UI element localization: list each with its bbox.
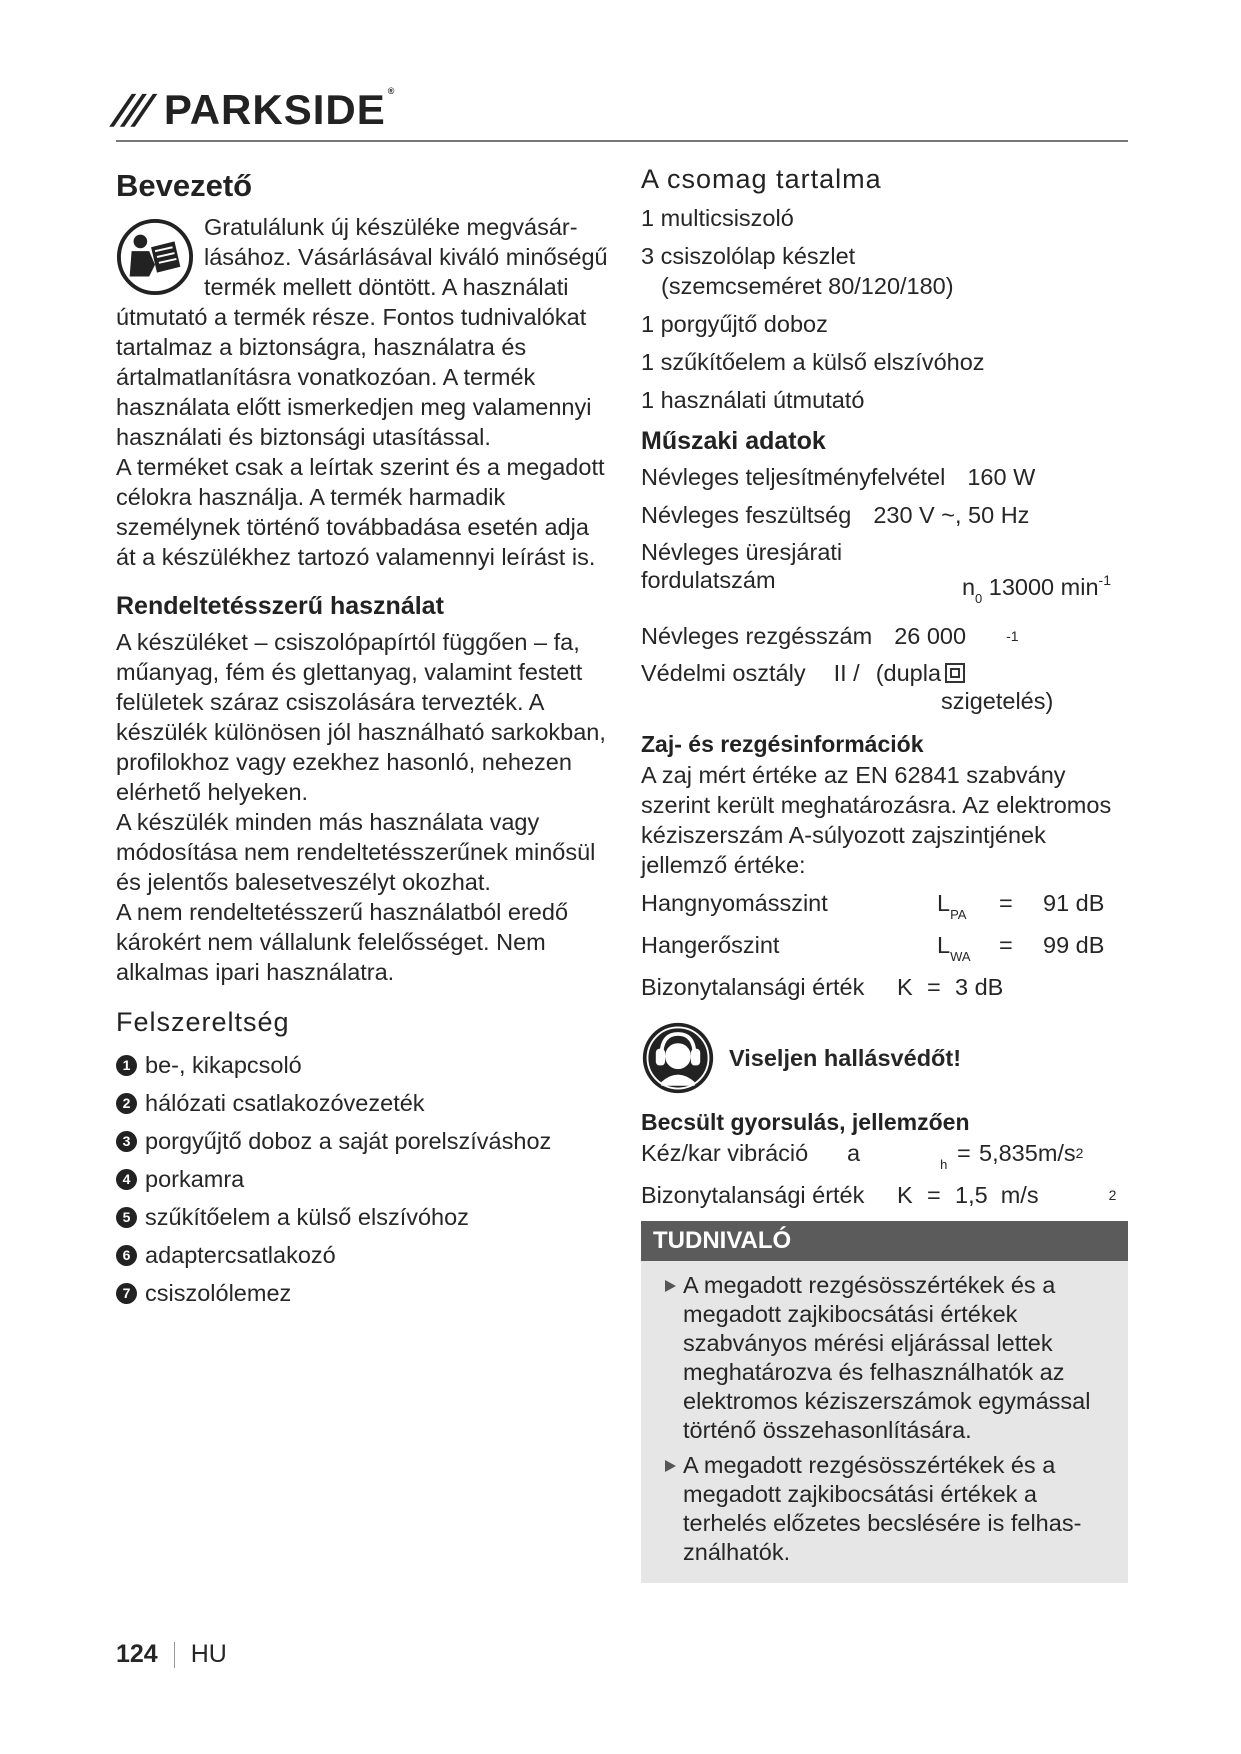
usage-heading: Rendeltetésszerű használat <box>116 592 444 620</box>
list-item: 1 be-, kikapcsoló <box>116 1046 611 1084</box>
page-footer <box>116 1640 227 1669</box>
note-box <box>641 1221 1128 1583</box>
list-item: 2 hálózati csatlakozóvezeték <box>116 1084 611 1122</box>
language-code: HU <box>190 1640 227 1668</box>
intro-heading: Bevezető <box>116 168 253 203</box>
footer-divider <box>174 1642 175 1668</box>
double-insulation-icon <box>945 663 965 683</box>
list-item: 3 csiszolólap készlet (szemcseméret 80/120/180) <box>641 241 1131 301</box>
usage-paragraph-3: A nem rendeltetésszerű használatból eredő károkért nem vállalunk felelősséget. Nem alkalmas ipari használatra. <box>116 899 569 985</box>
intro-paragraph-1: Gratulálunk új készüléke megvásárlásához. Vásárlásával kiváló minőségű termék mellett döntött. A használati útmutató a termék része. Fontos tudnivalókat tartalmaz a biztonságra, használatra és ártalmatlanításra vonatkozóan. A termék használata előtt ismerkedjen meg valamennyi használati és biztonsági utasítással. <box>116 214 608 450</box>
triangle-bullet-icon <box>665 1280 676 1292</box>
spec-vibration: Névleges rezgésszám 26 000 -1 <box>641 623 1019 649</box>
number-badge: 5 <box>116 1207 137 1228</box>
package-list <box>641 203 1131 415</box>
note-title: TUDNIVALÓ <box>641 1221 1128 1261</box>
noise-table <box>641 888 1131 1003</box>
intro-paragraph-2: A terméket csak a leírtak szerint és a megadott célokra használja. A termék harmadik személynek történő továbbadása esetén adja át a készülékhez tartozó valamennyi leírást is. <box>116 454 605 570</box>
intro-section <box>116 212 611 572</box>
spec-power: Névleges teljesítményfelvétel 160 W <box>641 464 1036 490</box>
noise-heading: Zaj- és rezgésinformációk <box>641 731 924 757</box>
registered-mark: ® <box>387 86 396 96</box>
header-rule <box>116 140 1128 142</box>
list-item: 1 szűkítőelem a külső elszívóhoz <box>641 349 985 375</box>
hearing-warning <box>641 1021 1131 1095</box>
accel-row-hand: Kéz/kar vibráció a $_h$ = 5,835 m/s 2 <box>641 1140 1084 1172</box>
brand-logo <box>111 86 396 134</box>
number-badge: 6 <box>116 1245 137 1266</box>
number-badge: 1 <box>116 1055 137 1076</box>
note-item: A megadott rezgésösszértékek és a megadott zajkibocsátási értékek szabványos mérési eljárással lettek meghatározva és felhasználhatók az elektromos kéziszerszámok egymással történő összehasonlítására. <box>683 1271 1116 1445</box>
hearing-protection-icon <box>641 1021 715 1095</box>
left-column <box>116 160 611 1312</box>
list-item: 5 szűkítőelem a külső elszívóhoz <box>116 1198 611 1236</box>
specs-heading: Műszaki adatok <box>641 427 826 455</box>
spec-protection: Védelmi osztály II / (dupla szigetelés) <box>641 660 1054 714</box>
list-item: 6 adaptercsatlakozó <box>116 1236 611 1274</box>
list-item: 4 porkamra <box>116 1160 611 1198</box>
number-badge: 2 <box>116 1093 137 1114</box>
list-item: 3 porgyűjtő doboz a saját porelszíváshoz <box>116 1122 611 1160</box>
package-item-detail: (szemcseméret 80/120/180) <box>661 273 954 299</box>
list-item: 1 porgyűjtő doboz <box>641 311 828 337</box>
accel-heading: Becsült gyorsulás, jellemzően <box>641 1109 970 1135</box>
spec-speed: Névleges üresjárati fordulatszám $n_0$ 13000 $\min^{-1}$ <box>641 539 1111 606</box>
accel-row-uncertainty: Bizonytalansági érték K = 1,5 m/s 2 <box>641 1182 1117 1208</box>
noise-row-power: Hangerőszint $L_{WA}$ = 99 dB <box>641 932 1105 964</box>
number-badge: 4 <box>116 1169 137 1190</box>
equipment-list <box>116 1046 611 1312</box>
list-item: 1 multicsiszoló <box>641 205 794 231</box>
noise-row-pressure: Hangnyomásszint $L_{PA}$ = 91 dB <box>641 890 1105 922</box>
brand-slashes: /// <box>111 87 152 133</box>
noise-paragraph: A zaj mért értéke az EN 62841 szabvány szerint került meghatározásra. Az elektromos kéziszerszám A-súlyozott zajszintjének jellemző értéke: <box>641 762 1112 878</box>
equipment-heading: Felszereltség <box>116 1007 290 1037</box>
spec-voltage: Névleges feszültség 230 V ~, 50 Hz <box>641 502 1030 528</box>
page-number: 124 <box>116 1640 158 1668</box>
hearing-warning-text: Viseljen hallásvédőt! <box>729 1044 962 1071</box>
usage-paragraph-2: A készülék minden más használata vagy módosítása nem rendeltetésszerűnek minősül és jelentős balesetveszélyt okozhat. <box>116 809 596 895</box>
package-heading: A csomag tartalma <box>641 164 882 194</box>
noise-row-uncertainty: Bizonytalansági érték K = 3 dB <box>641 974 1004 1000</box>
read-manual-icon <box>116 218 194 296</box>
number-badge: 7 <box>116 1283 137 1304</box>
list-item: 1 használati útmutató <box>641 387 865 413</box>
brand-name: PARKSIDE ® <box>163 86 396 133</box>
triangle-bullet-icon <box>665 1460 676 1472</box>
number-badge: 3 <box>116 1131 137 1152</box>
right-column <box>641 160 1131 1583</box>
list-item: 7 csiszolólemez <box>116 1274 611 1312</box>
note-item: A megadott rezgésösszértékek és a megadott zajkibocsátási értékek a terhelés előzetes becslésére is felhasználhatók. <box>683 1451 1116 1567</box>
usage-paragraph-1: A készüléket – csiszolópapírtól függően – fa, műanyag, fém és glettanyag, valamint festett felületek száraz csiszolására tervezték. A készülék különösen jól használható sarkokban, profilokhoz vagy ezekhez hasonló, nehezen elérhető helyeken. <box>116 629 606 805</box>
